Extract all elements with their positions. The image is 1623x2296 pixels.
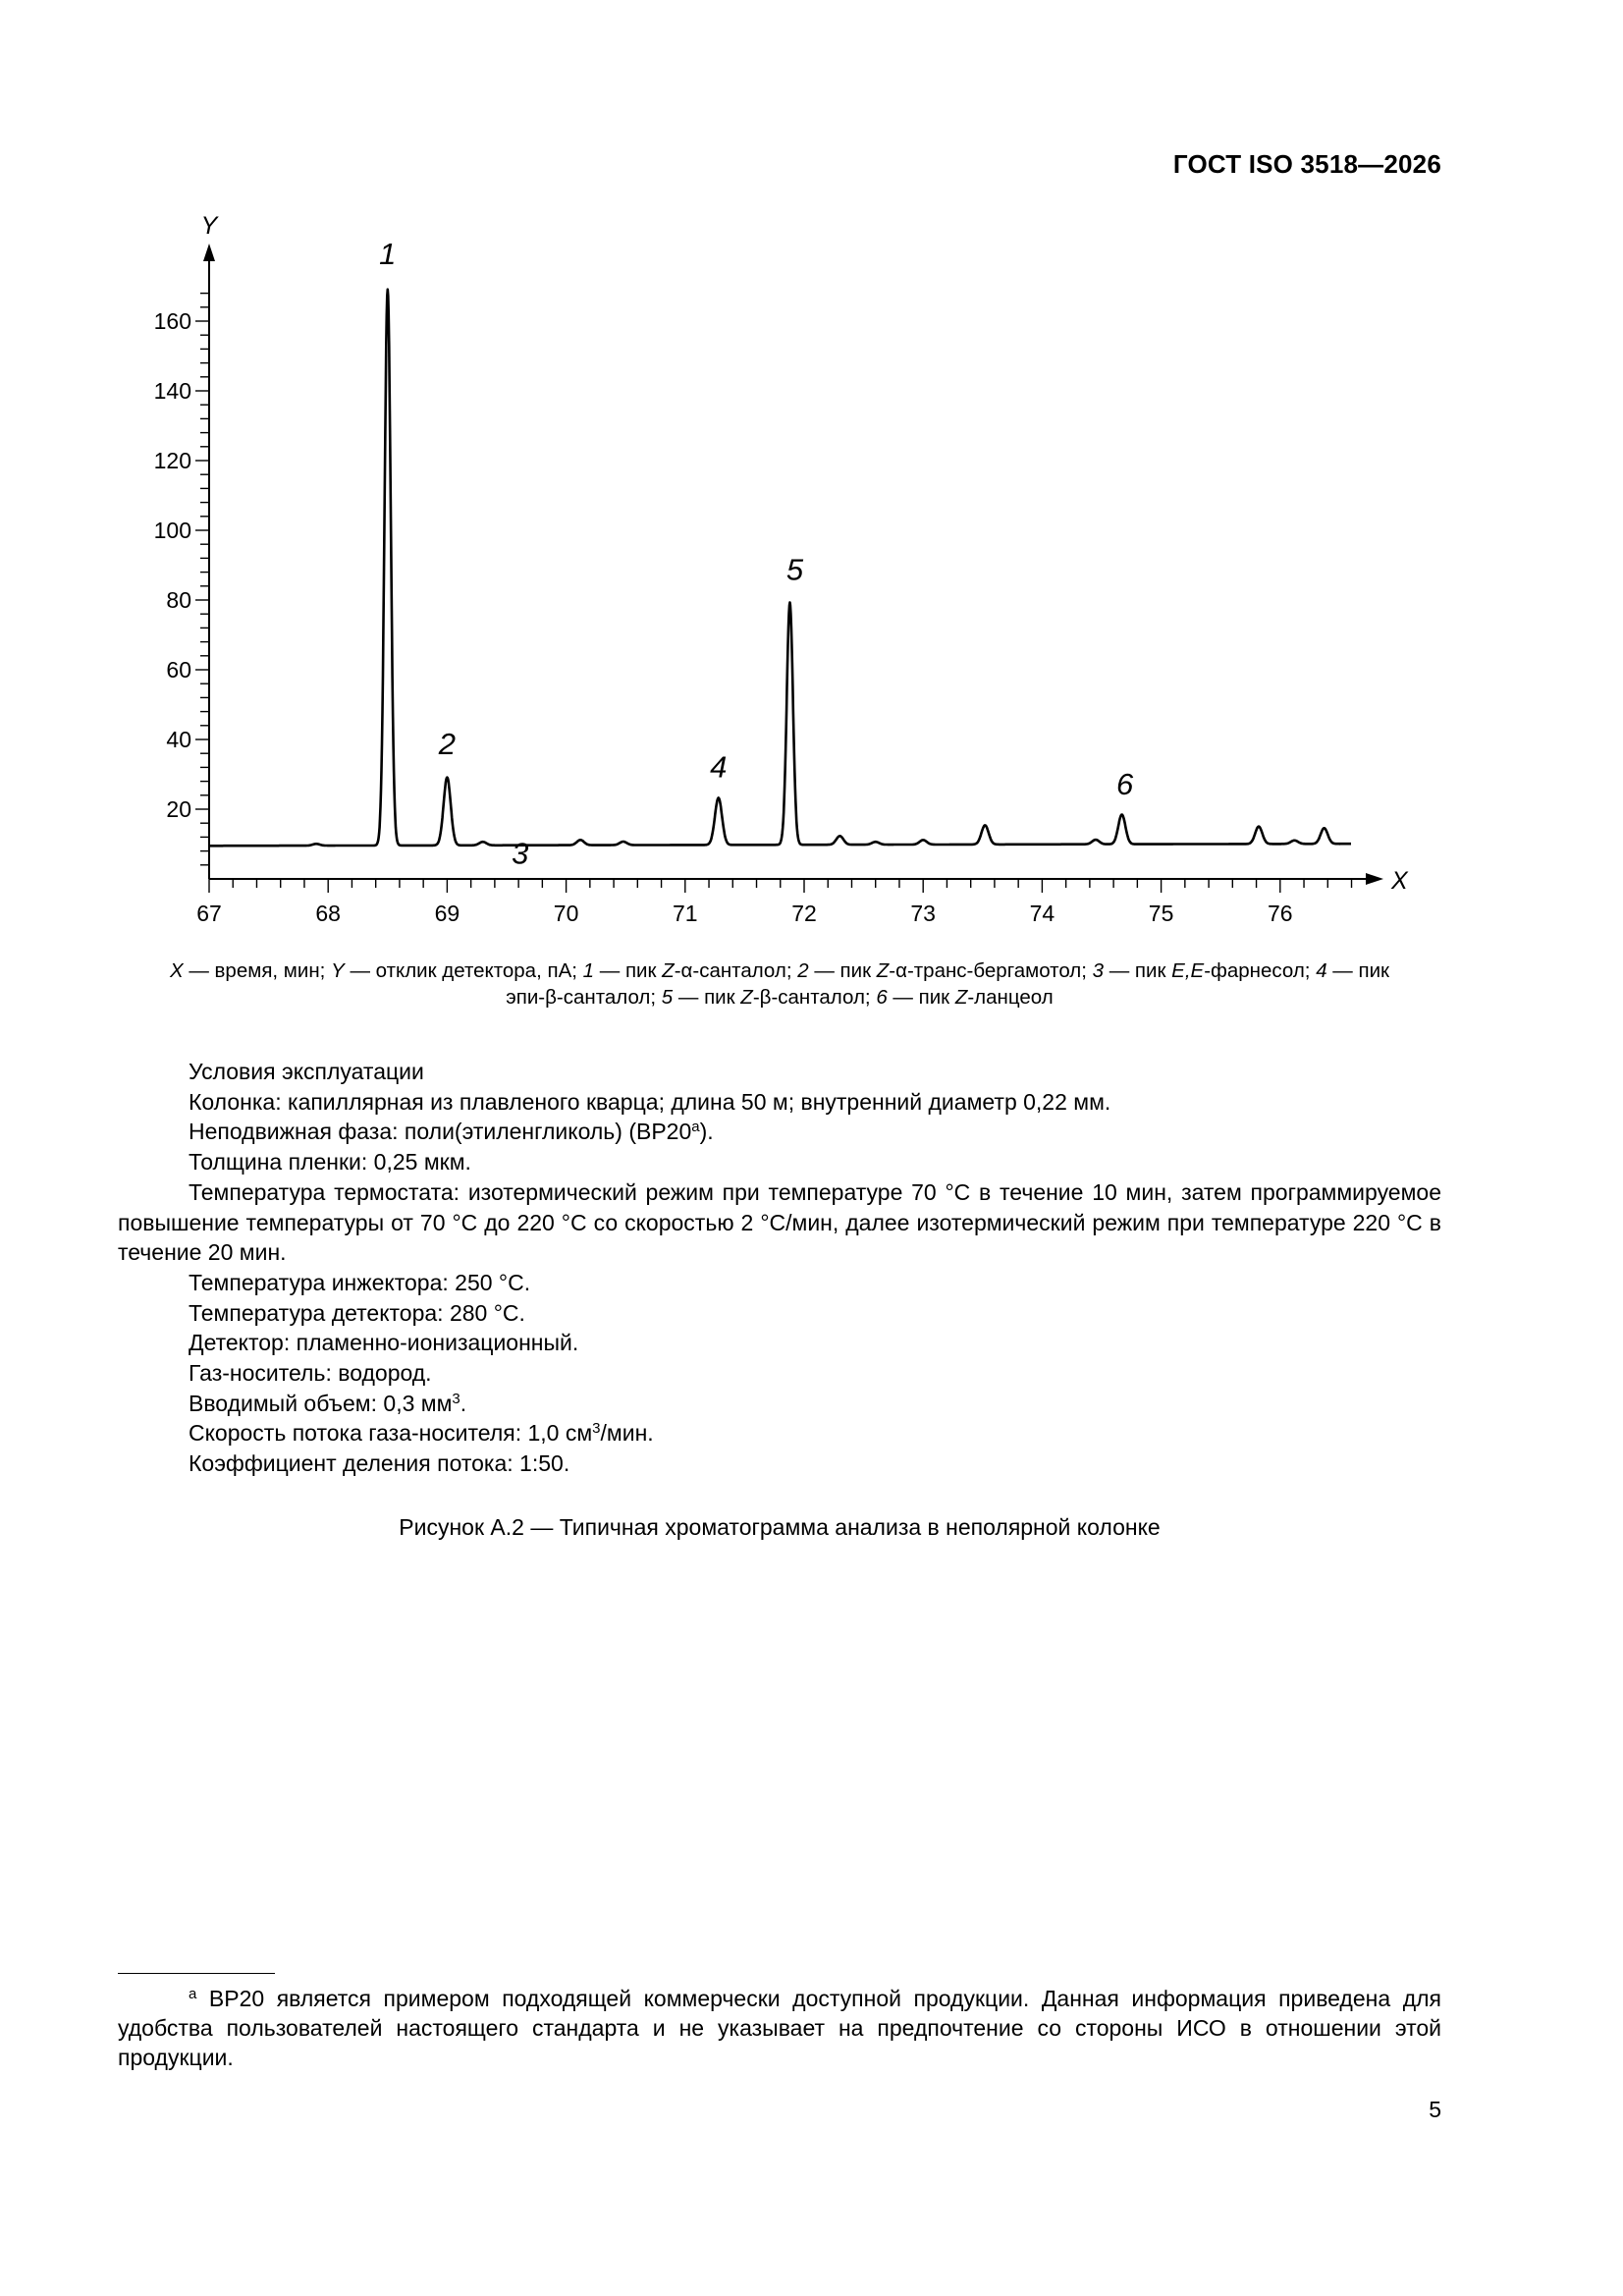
chromatogram-trace <box>209 290 1351 847</box>
y-tick-label: 120 <box>153 448 191 473</box>
page-number: 5 <box>1429 2097 1441 2122</box>
footnote-mark: a <box>189 1986 197 2002</box>
y-axis-label: Y <box>200 212 218 240</box>
x-axis-arrow <box>1366 873 1383 885</box>
y-tick-label: 140 <box>153 378 191 404</box>
y-tick-label: 20 <box>166 796 191 822</box>
y-tick-label: 40 <box>166 727 191 752</box>
condition-detector-temp: Температура детектора: 280 °С. <box>189 1299 525 1326</box>
footnote <box>118 1984 1441 2072</box>
legend-line-1: X — время, мин; Y — отклик детектора, пА; 1 — пик Z-α-санталол; 2 — пик Z-α-транс-бергамотол; 3 — пик E,E-фарнесол; 4 — пик <box>169 959 1390 982</box>
condition-oven: Температура термостата: изотермический режим при температуре 70 °С в течение 10 мин, затем программируемое повышение температуры от 70 °С до 220 °С со скоростью 2 °С/мин, далее изотермический режим при температуре 220 °С в течение 20 мин. <box>118 1178 1441 1266</box>
operating-conditions <box>118 1057 1441 1479</box>
chart-labels <box>154 212 1409 926</box>
x-tick-label: 76 <box>1268 901 1293 926</box>
chart-ticks <box>195 294 1352 893</box>
condition-carrier: Газ-носитель: водород. <box>189 1360 432 1387</box>
condition-film: Толщина пленки: 0,25 мкм. <box>189 1149 471 1175</box>
x-tick-label: 69 <box>434 901 460 926</box>
condition-phase: Неподвижная фаза: поли(этиленгликоль) (BP20$^a$). <box>189 1119 714 1145</box>
conditions-heading: Условия эксплуатации <box>189 1059 424 1084</box>
legend-line-2: эпи-β-санталол; 5 — пик Z-β-санталол; 6 — пик Z-ланцеол <box>506 986 1054 1009</box>
condition-injector: Температура инжектора: 250 °С. <box>189 1269 531 1295</box>
x-tick-label: 75 <box>1148 901 1174 926</box>
condition-flow: Скорость потока газа-носителя: 1,0 $см^3$/мин. <box>189 1420 654 1447</box>
x-tick-label: 74 <box>1029 901 1055 926</box>
chromatogram-chart <box>0 0 1623 943</box>
x-axis-label: X <box>1391 867 1408 895</box>
peak-label: 3 <box>512 836 529 871</box>
x-tick-label: 67 <box>196 901 222 926</box>
peak-label: 2 <box>438 727 457 762</box>
x-tick-label: 68 <box>315 901 341 926</box>
figure-legend <box>118 957 1441 1011</box>
condition-column: Колонка: капиллярная из плавленого кварца; длина 50 м; внутренний диаметр 0,22 мм. <box>189 1088 1111 1115</box>
condition-volume: Вводимый объем: 0,3 $мм^3$. <box>189 1390 467 1416</box>
peak-label: 6 <box>1115 767 1134 802</box>
footnote-text: BP20 является примером подходящей коммерчески доступной продукции. Данная информация приведена для удобства пользователей настоящего стандарта и не указывает на предпочтение со стороны ИСО в отношении этой продукции. <box>118 1986 1441 2070</box>
condition-detector: Детектор: пламенно-ионизационный. <box>189 1330 579 1356</box>
peak-label: 5 <box>785 552 804 587</box>
document-header: ГОСТ ISO 3518—2026 <box>1172 149 1441 179</box>
figure-caption: Рисунок А.2 — Типичная хроматограмма анализа в неполярной колонке <box>399 1514 1161 1540</box>
footnote-divider <box>118 1973 275 1974</box>
y-axis-arrow <box>203 244 215 261</box>
peak-label: 4 <box>710 749 728 785</box>
condition-split: Коэффициент деления потока: 1:50. <box>189 1450 570 1477</box>
peak-label: 1 <box>379 237 397 272</box>
y-tick-label: 80 <box>166 587 191 613</box>
y-tick-label: 60 <box>166 657 191 683</box>
x-tick-label: 71 <box>673 901 698 926</box>
x-tick-label: 70 <box>553 901 579 926</box>
x-tick-label: 72 <box>791 901 817 926</box>
x-tick-label: 73 <box>910 901 936 926</box>
y-tick-label: 160 <box>153 308 191 334</box>
y-tick-label: 100 <box>153 518 191 543</box>
